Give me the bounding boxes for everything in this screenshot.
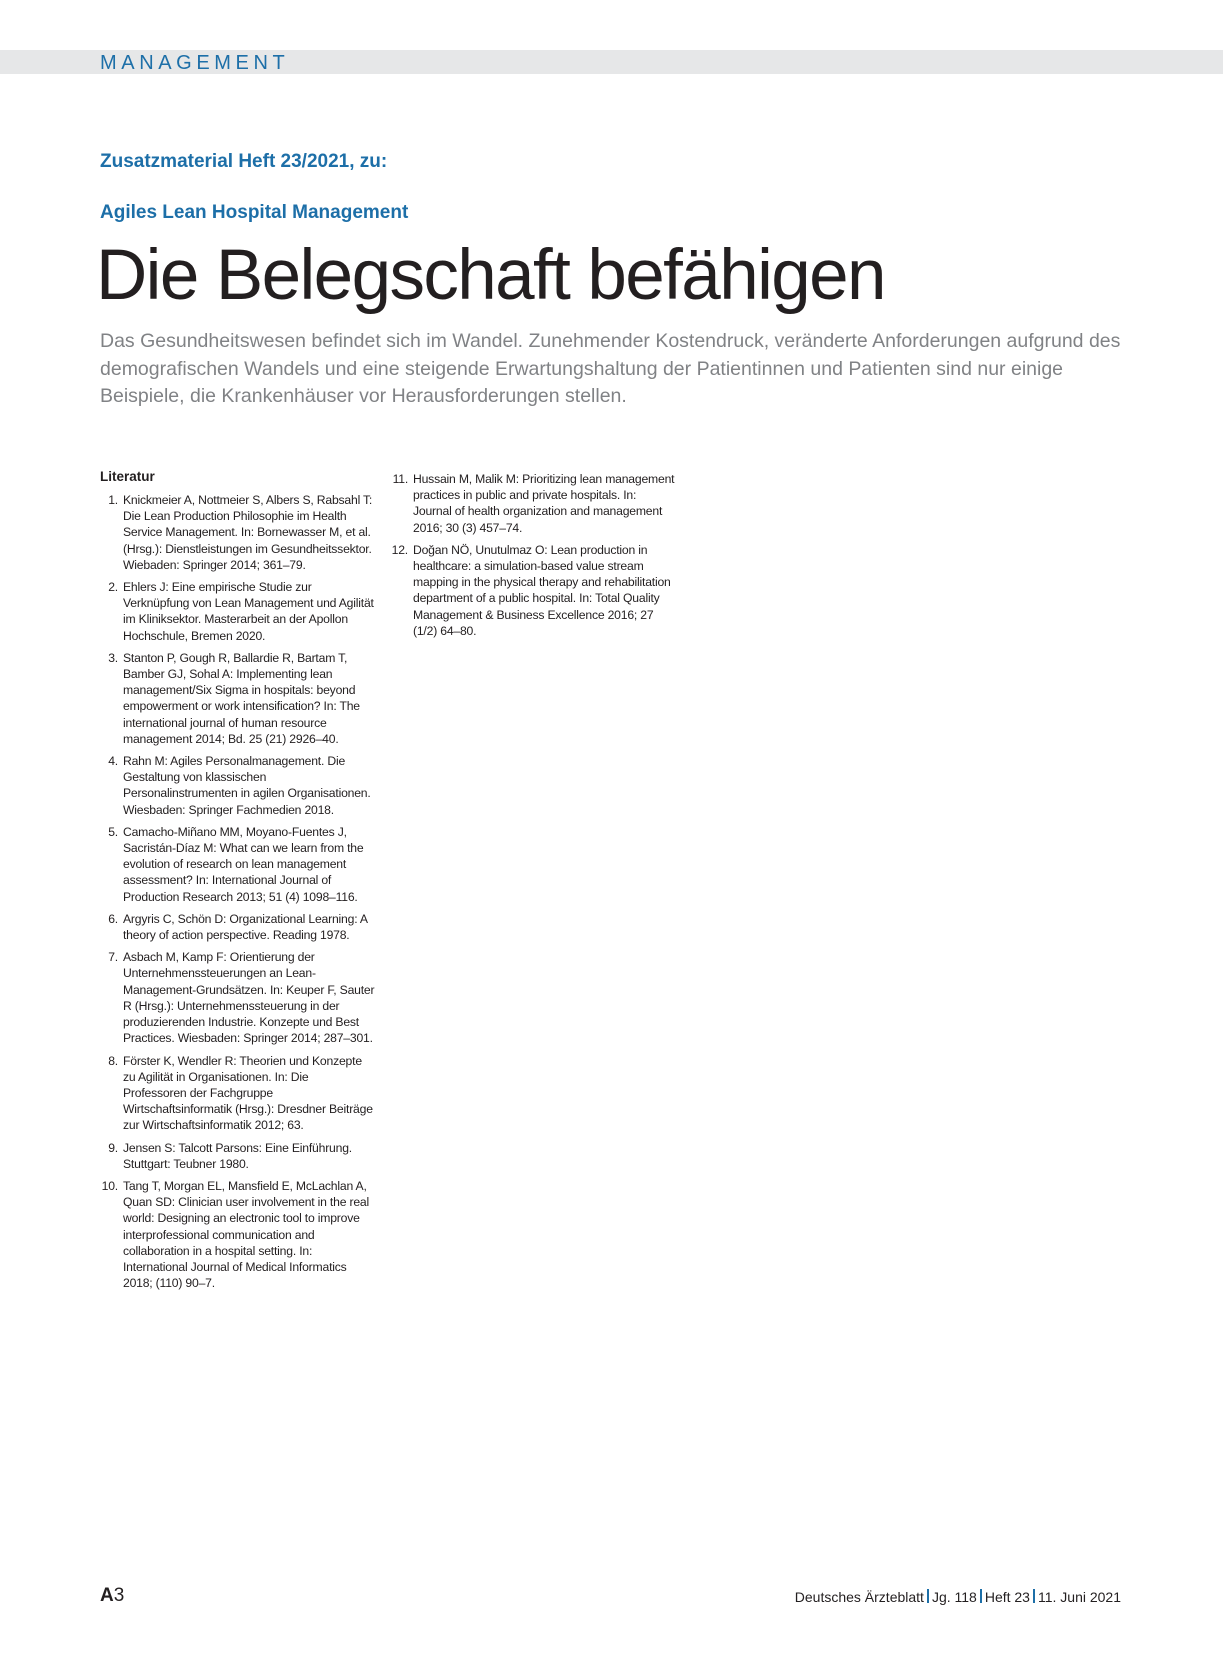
article-kicker: Agiles Lean Hospital Management [100, 202, 409, 223]
reference-item [100, 949, 375, 1046]
separator [927, 1589, 929, 1603]
reference-number: 2. [108, 580, 118, 595]
reference-text: Asbach M, Kamp F: Orientierung der Unternehmenssteuerungen an Lean-Management-Grundsätzen. In: Keuper F, Sauter R (Hrsg.): Unternehmenssteuerung in der produzierenden Industrie. Konzepte und Best Practices. Wiesbaden: Springer 2014; 287–301. [123, 950, 375, 1046]
literature-heading: Literatur [100, 469, 155, 484]
reference-text: Rahn M: Agiles Personalmanagement. Die Gestaltung von klassischen Personalinstrumenten in agilen Organisationen. Wiesbaden: Springer Fachmedien 2018. [123, 754, 371, 817]
reference-number: 12. [391, 542, 408, 557]
reference-item [100, 1178, 375, 1291]
reference-number: 9. [108, 1140, 118, 1155]
volume: Jg. 118 [931, 1589, 977, 1605]
reference-number: 7. [108, 950, 118, 965]
article-lead: Das Gesundheitswesen befindet sich im Wandel. Zunehmender Kostendruck, veränderte Anforderungen aufgrund des demografischen Wandels und eine steigende Erwartungshaltung der Patientinnen und Patienten sind nur einige Beispiele, die Krankenhäuser vor Herausforderungen stellen. [100, 330, 1121, 407]
reference-list-column-1 [100, 492, 375, 1297]
issue-date: 11. Juni 2021 [1037, 1589, 1121, 1605]
reference-text: Jensen S: Talcott Parsons: Eine Einführung. Stuttgart: Teubner 1980. [123, 1140, 352, 1171]
article-headline: Die Belegschaft befähigen [96, 236, 885, 315]
reference-number: 1. [108, 493, 118, 507]
reference-number: 4. [108, 754, 118, 769]
issue: Heft 23 [984, 1589, 1030, 1605]
reference-item [100, 753, 375, 818]
reference-item [100, 1053, 375, 1134]
reference-text: Argyris C, Schön D: Organizational Learning: A theory of action perspective. Reading 1978. [123, 911, 368, 943]
reference-item [390, 471, 675, 536]
reference-item [100, 911, 375, 943]
reference-item [390, 542, 675, 639]
reference-number: 8. [108, 1053, 118, 1068]
supplement-note: Zusatzmaterial Heft 23/2021, zu: [100, 151, 388, 172]
reference-number: 3. [108, 650, 118, 665]
page-number-value: 3 [113, 1585, 125, 1606]
reference-text: Förster K, Wendler R: Theorien und Konzepte zu Agilität in Organisationen. In: Die Professoren der Fachgruppe Wirtschaftsinformatik (Hrsg.): Dresdner Beiträge zur Wirtschaftsinformatik 2012; 63. [123, 1053, 373, 1133]
page-number [100, 1585, 124, 1607]
reference-list-column-2 [390, 471, 675, 645]
reference-text: Stanton P, Gough R, Ballardie R, Bartam T, Bamber GJ, Sohal A: Implementing lean management/Six Sigma in hospitals: beyond empowerment or work intensification? In: The international journal of human resource management 2014; Bd. 25 (21) 2926–40. [123, 650, 360, 746]
reference-text: Tang T, Morgan EL, Mansfield E, McLachlan A, Quan SD: Clinician user involvement in the real world: Designing an electronic tool to improve interprofessional communication and collaboration in a hospital setting. In: International Journal of Medical Informatics 2018; (110) 90–7. [123, 1178, 369, 1291]
publication-info [795, 1588, 1121, 1606]
reference-text: Hussain M, Malik M: Prioritizing lean management practices in public and private hospitals. In: Journal of health organization and management 2016; 30 (3) 457–74. [413, 472, 675, 535]
reference-item [100, 492, 375, 573]
reference-text: Doğan NÖ, Unutulmaz O: Lean production in healthcare: a simulation-based value stream mapping in the physical therapy and rehabilitation department of a public hospital. In: Total Quality Management & Business Excellence 2016; 27 (1/2) 64–80. [413, 542, 671, 638]
reference-item [100, 650, 375, 747]
reference-number: 5. [108, 824, 118, 839]
reference-number: 10. [101, 1178, 118, 1193]
reference-item [100, 579, 375, 644]
reference-number: 6. [108, 911, 118, 926]
reference-item [100, 1140, 375, 1172]
reference-item [100, 824, 375, 905]
reference-text: Knickmeier A, Nottmeier S, Albers S, Rabsahl T: Die Lean Production Philosophie im Health Service Management. In: Bornewasser M, et al. (Hrsg.): Dienstleistungen im Gesundheitssektor. Wiebaden: Springer 2014; 361–79. [123, 493, 373, 572]
page-letter: A [100, 1585, 114, 1606]
separator [980, 1589, 982, 1603]
reference-number: 11. [392, 472, 408, 486]
section-label: MANAGEMENT [100, 52, 290, 74]
reference-text: Camacho-Miñano MM, Moyano-Fuentes J, Sacristán-Díaz M: What can we learn from the evolution of research on lean management assessment? In: International Journal of Production Research 2013; 51 (4) 1098–116. [123, 824, 364, 904]
separator [1033, 1589, 1035, 1603]
reference-text: Ehlers J: Eine empirische Studie zur Verknüpfung von Lean Management und Agilität im Kliniksektor. Masterarbeit an der Apollon Hochschule, Bremen 2020. [123, 580, 374, 643]
journal-name: Deutsches Ärzteblatt [794, 1589, 924, 1605]
